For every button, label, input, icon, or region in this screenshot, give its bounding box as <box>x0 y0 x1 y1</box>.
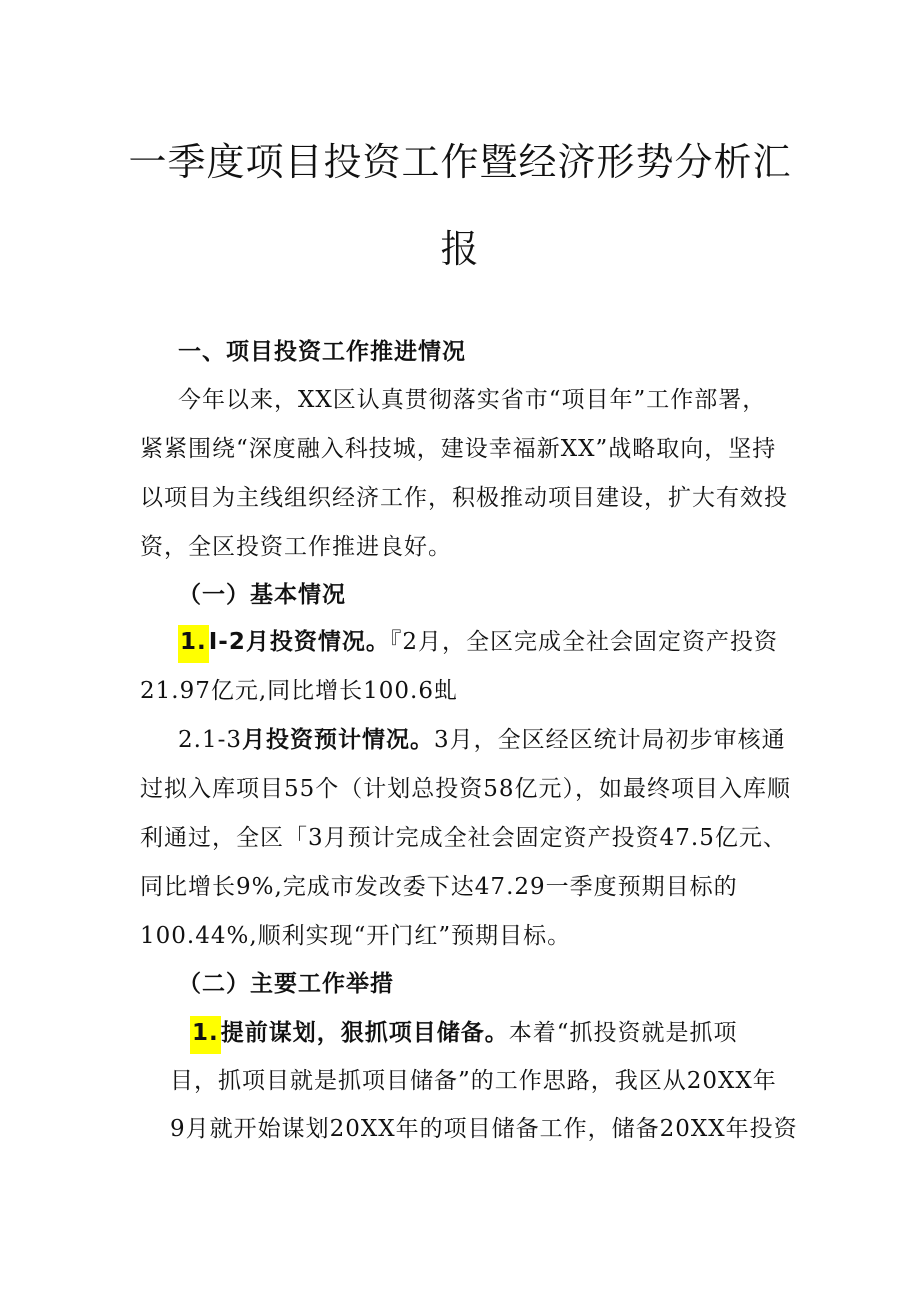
item-3-heading: 提前谋划，狠抓项目储备。 <box>220 1020 509 1046</box>
item-3-text: 本着“抓投资就是抓项 <box>508 1020 738 1046</box>
document-title-line-1: 一季度项目投资工作暨经济形势分析汇 <box>128 140 792 184</box>
subsection-heading-2: （二）主要工作举措 <box>178 971 394 997</box>
item-2-lead: 1-3 <box>201 727 242 753</box>
section-heading-1: 一、项目投资工作推进情况 <box>178 339 466 365</box>
item-3-number-highlight: 1. <box>190 1016 221 1054</box>
intro-line-3: 以项目为主线组织经济工作，积极推动项目建设，扩大有效投 <box>140 485 788 511</box>
item-1-line <box>178 631 778 654</box>
item-2-line <box>178 729 786 752</box>
item-3-line-2: 目，抓项目就是抓项目储备”的工作思路，我区从20XX年 <box>170 1068 777 1094</box>
intro-line-1: 今年以来，XX区认真贯彻落实省市“项目年”工作部署， <box>178 387 767 413</box>
item-2-line-2: 过拟入库项目55个（计划总投资58亿元），如最终项目入库顺 <box>140 776 792 802</box>
item-2-line-4: 同比增长9%,完成市发改委下达47.29一季度预期目标的 <box>140 874 738 900</box>
intro-line-4: 资，全区投资工作推进良好。 <box>140 534 452 560</box>
item-2-text: 3月，全区经区统计局初步审核通 <box>434 727 786 753</box>
item-1-heading: I-2月投资情况。 <box>208 629 390 655</box>
item-2-number: 2. <box>178 727 202 753</box>
subsection-heading-1: （一）基本情况 <box>178 582 346 608</box>
item-2-heading: 月投资预计情况。 <box>242 727 434 753</box>
item-1-number-highlight: 1. <box>178 625 209 663</box>
item-1-text: 『2月，全区完成全社会固定资产投资 <box>389 629 778 655</box>
item-2-line-5: 100.44%,顺利实现“开门红”预期目标。 <box>140 923 572 949</box>
item-3-line <box>190 1022 738 1045</box>
document-title-line-2: 报 <box>440 227 480 271</box>
intro-line-2: 紧紧围绕“深度融入科技城，建设幸福新XX”战略取向，坚持 <box>140 436 777 462</box>
item-2-line-3: 利通过，全区「3月预计完成全社会固定资产投资47.5亿元、 <box>140 825 787 851</box>
item-1-continuation: 21.97亿元,同比增长100.6虬 <box>140 678 458 704</box>
item-3-line-3: 9月就开始谋划20XX年的项目储备工作，储备20XX年投资 <box>170 1116 798 1142</box>
